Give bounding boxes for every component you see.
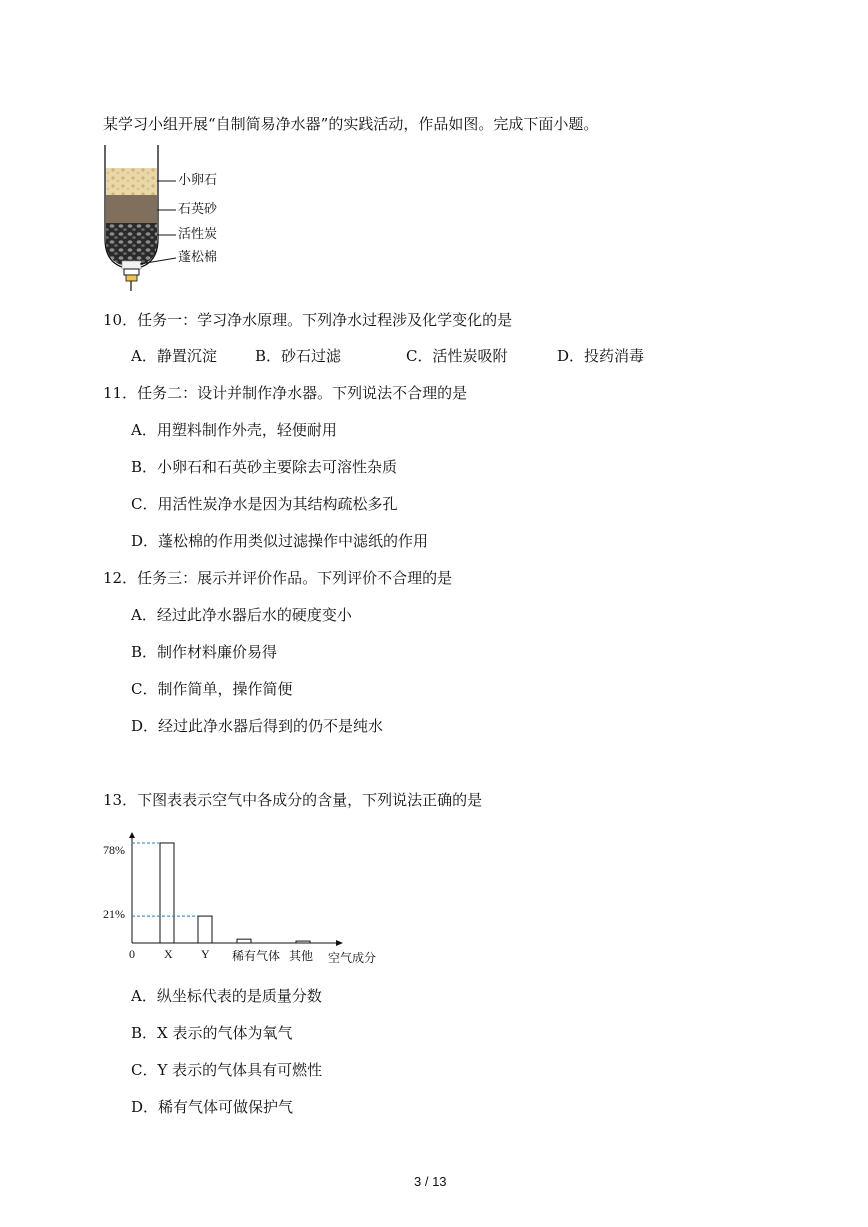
y-axis-arrow <box>129 832 135 838</box>
q13-option-a: A．纵坐标代表的是质量分数 <box>131 987 322 1005</box>
label-quartz-sand: 石英砂 <box>178 202 218 217</box>
q12-option-a: A．经过此净水器后水的硬度变小 <box>131 606 352 624</box>
q12-option-b: B．制作材料廉价易得 <box>131 643 278 661</box>
page-number: 3 / 13 <box>414 1174 447 1189</box>
label-activated-carbon: 活性炭 <box>178 227 218 242</box>
x-tick-x: X <box>164 947 173 961</box>
bar-other <box>296 941 310 943</box>
q11-option-b: B．小卵石和石英砂主要除去可溶性杂质 <box>131 458 398 476</box>
question-12-stem: 12．任务三：展示并评价作品。下列评价不合理的是 <box>103 569 453 587</box>
x-axis-arrow <box>336 940 343 946</box>
bar-y <box>198 916 212 943</box>
activated-carbon-layer <box>106 223 157 265</box>
question-10-stem: 10．任务一：学习净水原理。下列净水过程涉及化学变化的是 <box>103 311 513 329</box>
quartz-sand-layer <box>106 195 157 223</box>
bar-rare-gases <box>237 939 251 943</box>
x-tick-other: 其他 <box>289 949 314 963</box>
q12-option-c: C．制作简单，操作简便 <box>131 680 293 698</box>
q10-option-a: A．静置沉淀 <box>131 347 217 365</box>
bar-x <box>160 843 174 943</box>
question-13-stem: 13．下图表表示空气中各成分的含量，下列说法正确的是 <box>103 791 483 809</box>
q10-option-b: B．砂石过滤 <box>255 347 342 365</box>
x-axis-label: 空气成分 <box>328 951 377 965</box>
label-pebbles: 小卵石 <box>178 173 218 188</box>
q13-option-b: B．X 表示的气体为氧气 <box>131 1024 293 1042</box>
q10-option-d: D．投药消毒 <box>557 347 645 365</box>
y-tick-78: 78% <box>103 843 125 857</box>
origin-label: 0 <box>129 947 135 961</box>
pebble-layer <box>106 168 157 195</box>
x-tick-rare-gases: 稀有气体 <box>232 949 281 963</box>
q10-option-c: C．活性炭吸附 <box>406 347 508 365</box>
q11-option-d: D．蓬松棉的作用类似过滤操作中滤纸的作用 <box>131 532 429 550</box>
water-filter-diagram <box>100 143 330 293</box>
intro-text: 某学习小组开展“自制简易净水器”的实践活动，作品如图。完成下面小题。 <box>103 115 599 133</box>
q11-option-a: A．用塑料制作外壳，轻便耐用 <box>131 421 337 439</box>
label-cotton: 蓬松棉 <box>178 250 218 265</box>
question-11-stem: 11．任务二：设计并制作净水器。下列说法不合理的是 <box>103 384 468 402</box>
cotton-layer <box>122 261 141 269</box>
x-tick-y: Y <box>201 947 210 961</box>
q13-option-c: C．Y 表示的气体具有可燃性 <box>131 1061 323 1079</box>
q12-option-d: D．经过此净水器后得到的仍不是纯水 <box>131 717 384 735</box>
q11-option-c: C．用活性炭净水是因为其结构疏松多孔 <box>131 495 398 513</box>
air-composition-chart <box>100 832 400 972</box>
q13-option-d: D．稀有气体可做保护气 <box>131 1098 294 1116</box>
y-tick-21: 21% <box>103 907 125 921</box>
